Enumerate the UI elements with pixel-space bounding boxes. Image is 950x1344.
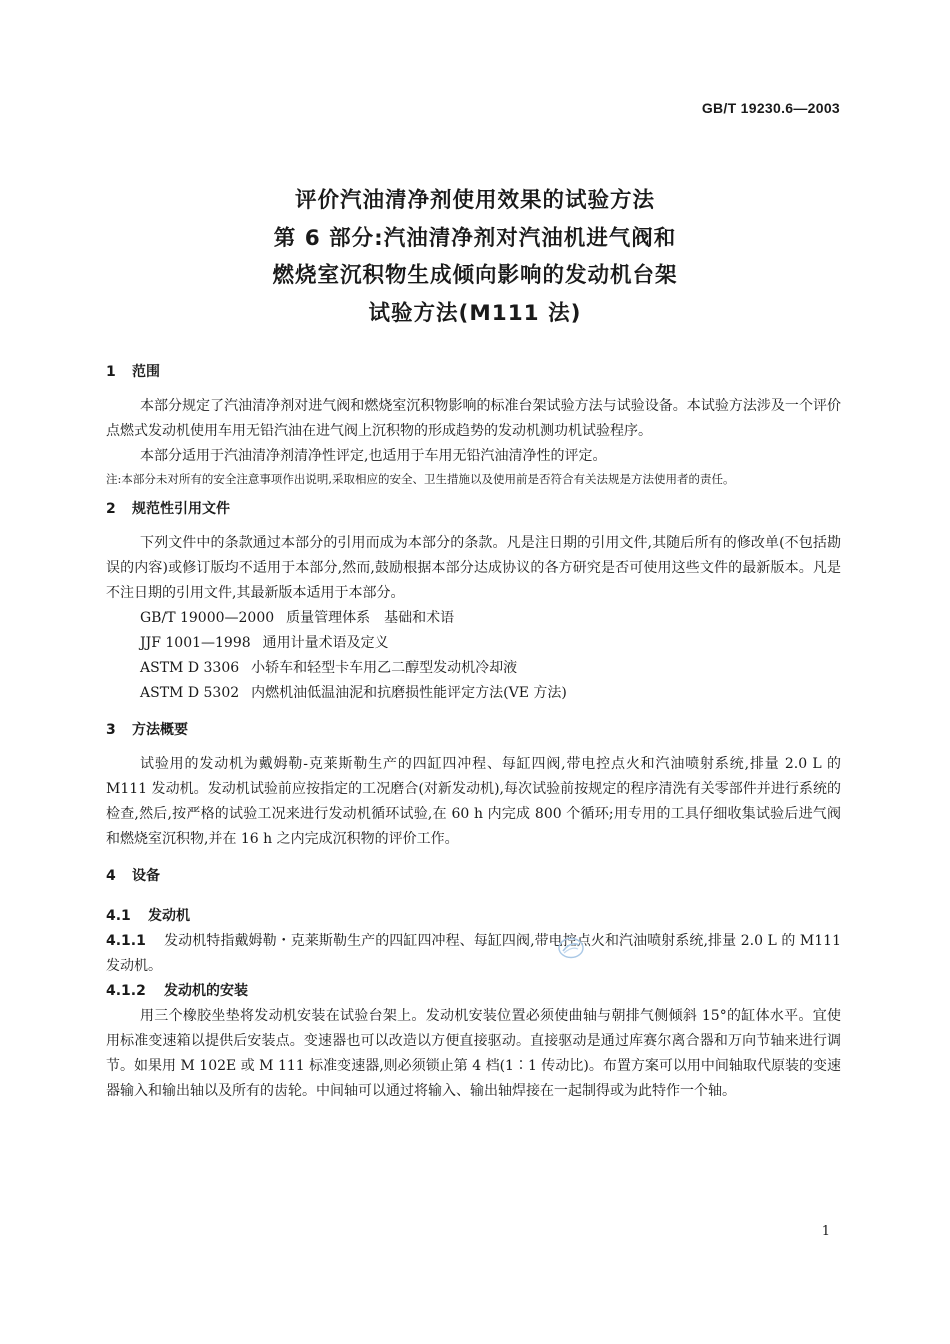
note: 注:本部分未对所有的安全注意事项作出说明,采取相应的安全、卫生措施以及使用前是否符合有关法规是方法使用者的责任。 [106,472,735,486]
standard-code: GB/T 19230.6—2003 [701,100,840,116]
paragraph: 试验用的发动机为戴姆勒-克莱斯勒生产的四缸四冲程、每缸四阀,带电控点火和汽油喷射系统,排量 2.0 L 的 M111 发动机。发动机试验前应按指定的工况磨合(对新发动机),每次试验前按规定的程序清洗有关零部件并进行系统的检查,然后,按严格的试验工况来进行发动机循环试验,在 60 h 内完成 800 个循环;用专用的工具仔细收集试验后进气阀和燃烧室沉积物,并在 16 h 之内完成沉积物的评价工作。 [106,756,841,847]
reference-code: JJF 1001—1998 [140,635,251,651]
clause-text: 发动机特指戴姆勒・克莱斯勒生产的四缸四冲程、每缸四阀,带电控点火和汽油喷射系统,排量 2.0 L 的 M111 发动机。 [106,933,841,974]
reference-title: 质量管理体系 基础和术语 [286,610,455,626]
paragraph: 下列文件中的条款通过本部分的引用而成为本部分的条款。凡是注日期的引用文件,其随后所有的修改单(不包括勘误的内容)或修订版均不适用于本部分,然而,鼓励根据本部分达成协议的各方研究是否可使用这些文件的最新版本。凡是不注日期的引用文件,其最新版本适用于本部分。 [106,535,841,601]
spacer [106,852,841,862]
paragraph: 本部分适用于汽油清净剂清净性评定,也适用于车用无铅汽油清净性的评定。 [140,448,607,464]
reference-code: GB/T 19000—2000 [140,610,275,626]
title-line-1: 评价汽油清净剂使用效果的试验方法 [294,188,655,213]
document-body [106,358,841,1104]
section-number: 2 [106,501,116,517]
document-title [0,182,950,332]
reference-item [106,681,841,706]
title-line-2: 第 6 部分:汽油清净剂对汽油机进气阀和 [273,225,677,251]
section-title: 设备 [132,868,160,884]
spacer [106,706,841,716]
paragraph: 用三个橡胶坐垫将发动机安装在试验台架上。发动机安装位置必须使曲轴与朝排气侧倾斜 15°的缸体水平。宜使用标准变速箱以提供后安装点。变速器也可以改造以方便直接驱动。直接驱动是通过库赛尔离合器和万向节轴来进行调节。如果用 M 102E 或 M 111 标准变速器,则必须锁止第 4 档(1∶1 传动比)。布置方案可以用中间轴取代原装的变速器输入和输出轴以及所有的齿轮。中间轴可以通过将输入、输出轴焊接在一起制得或为此特作一个轴。 [106,1008,841,1099]
clause-title: 发动机 [148,908,190,924]
section-4-heading [106,864,841,889]
title-line-3: 燃烧室沉积物生成倾向影响的发动机台架 [272,263,678,288]
section-number: 1 [106,364,116,380]
clause-4-1-2-heading [106,979,841,1004]
sac-logo-icon [558,937,584,959]
reference-title: 内燃机油低温油泥和抗磨损性能评定方法(VE 方法) [251,685,567,701]
section-2-heading [106,497,841,522]
reference-code: ASTM D 3306 [140,660,240,676]
reference-item [106,631,841,656]
section-title: 范围 [132,364,160,380]
clause-4-1-heading [106,904,841,929]
reference-item [106,656,841,681]
reference-code: ASTM D 5302 [140,685,240,701]
reference-title: 小轿车和轻型卡车用乙二醇型发动机冷却液 [251,660,518,676]
section-3-heading [106,718,841,743]
section-title: 规范性引用文件 [132,501,230,517]
section-title: 方法概要 [132,722,188,738]
section-number: 4 [106,868,116,884]
clause-number: 4.1 [106,908,131,924]
page-number: 1 [821,1224,830,1239]
clause-4-1-1 [106,929,841,979]
title-line-4: 试验方法(M111 法) [368,300,582,326]
section-number: 3 [106,722,116,738]
paragraph: 本部分规定了汽油清净剂对进气阀和燃烧室沉积物影响的标准台架试验方法与试验设备。本试验方法涉及一个评价点燃式发动机使用车用无铅汽油在进气阀上沉积物的形成趋势的发动机测功机试验程序。 [106,398,841,439]
reference-title: 通用计量术语及定义 [262,635,389,651]
clause-number: 4.1.1 [106,933,146,949]
clause-title: 发动机的安装 [164,983,248,999]
reference-item [106,606,841,631]
clause-number: 4.1.2 [106,983,146,999]
section-1-heading [106,360,841,385]
